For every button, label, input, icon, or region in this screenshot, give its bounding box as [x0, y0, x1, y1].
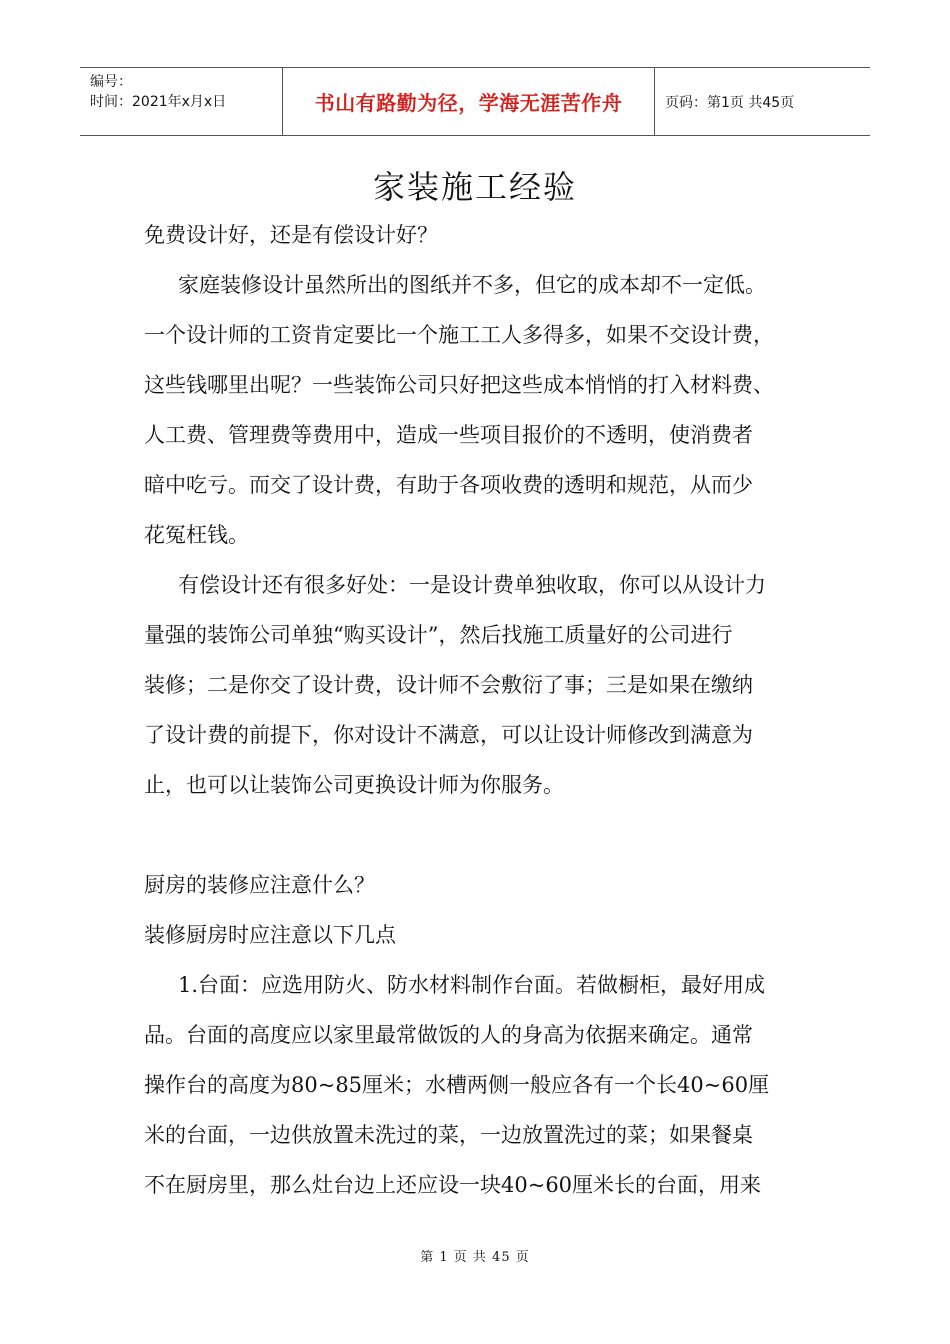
text-line: 家庭装修设计虽然所出的图纸并不多，但它的成本却不一定低。	[178, 273, 766, 297]
text-line: 止，也可以让装饰公司更换设计师为你服务。	[144, 773, 564, 797]
text-line: 免费设计好，还是有偿设计好？	[144, 223, 438, 247]
text-line: 花冤枉钱。	[144, 523, 249, 547]
header-motto: 书山有路勤为径，学海无涯苦作舟	[314, 91, 623, 115]
text-line: 厨房的装修应注意什么？	[144, 873, 375, 897]
page-header	[80, 67, 870, 136]
text-line: 操作台的高度为80~85厘米；水槽两侧一般应各有一个长40~60厘	[144, 1073, 770, 1097]
document-title: 家装施工经验	[372, 168, 577, 206]
document-body	[144, 216, 834, 1216]
text-line: 人工费、管理费等费用中，造成一些项目报价的不透明，使消费者	[144, 423, 753, 447]
text-line: 米的台面，一边供放置未洗过的菜，一边放置洗过的菜；如果餐桌	[144, 1123, 753, 1147]
text-line: 装修；二是你交了设计费，设计师不会敷衍了事；三是如果在缴纳	[144, 673, 753, 697]
text-line: 有偿设计还有很多好处：一是设计费单独收取，你可以从设计力	[178, 573, 766, 597]
document-time-label: 时间：2021年x月x日	[90, 94, 227, 110]
text-line: 1.台面：应选用防火、防水材料制作台面。若做橱柜，最好用成	[178, 973, 766, 997]
text-line: 品。台面的高度应以家里最常做饭的人的身高为依据来确定。通常	[144, 1023, 753, 1047]
header-page-info: 页码：第1页 共45页	[665, 94, 795, 111]
text-line: 了设计费的前提下，你对设计不满意，可以让设计师修改到满意为	[144, 723, 753, 747]
text-line: 量强的装饰公司单独“购买设计”，然后找施工质量好的公司进行	[144, 623, 733, 647]
text-line: 装修厨房时应注意以下几点	[144, 923, 396, 947]
header-motto-cell	[282, 68, 655, 135]
page-footer: 第 1 页 共 45 页	[420, 1250, 530, 1265]
blank-line	[144, 816, 834, 866]
header-meta	[80, 68, 282, 135]
text-line: 一个设计师的工资肯定要比一个施工工人多得多，如果不交设计费，	[144, 323, 774, 347]
document-number-label: 编号：	[90, 74, 132, 90]
text-line: 不在厨房里，那么灶台边上还应设一块40~60厘米长的台面，用来	[144, 1173, 762, 1197]
text-line: 暗中吃亏。而交了设计费，有助于各项收费的透明和规范，从而少	[144, 473, 753, 497]
text-line: 这些钱哪里出呢？一些装饰公司只好把这些成本悄悄的打入材料费、	[144, 373, 774, 397]
